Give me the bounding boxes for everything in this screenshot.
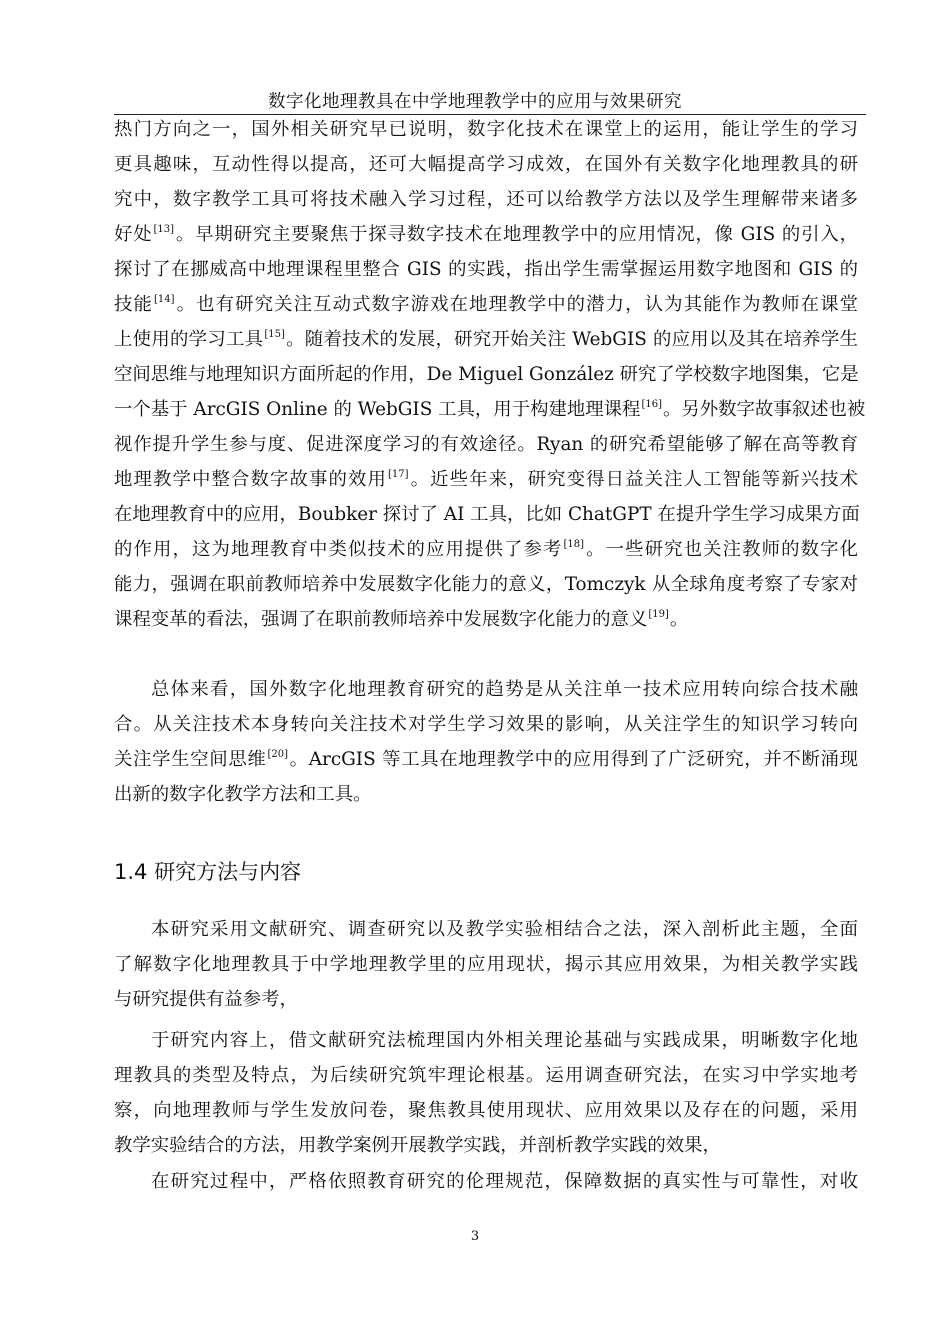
paragraph-line: 热门方向之一，国外相关研究早已说明，数字化技术在课堂上的运用，能让学生的学习 [114,119,858,140]
citation-marker: [19] [648,609,669,620]
paragraph-line: 本研究采用文献研究、调查研究以及教学实验相结合之法，深入剖析此主题，全面 [151,919,858,940]
paragraph-line: 出新的数字化教学方法和工具。 [114,784,372,805]
paragraph-line: 空间思维与地理知识方面所起的作用，De Miguel González 研究了学校数字地图集，它是 [114,364,859,385]
paragraph-line: 理教具的类型及特点，为后续研究筑牢理论根基。运用调查研究法，在实习中学实地考 [114,1065,858,1086]
citation-marker: [20] [267,749,289,760]
citation-marker: [15] [264,329,285,340]
citation-marker: [14] [154,294,175,305]
paragraph-line: 课程变革的看法，强调了在职前教师培养中发展数字化能力的意义[19]。 [114,609,689,630]
paragraph-line: 关注学生空间思维[20]。ArcGIS 等工具在地理教学中的应用得到了广泛研究，并不断涌现 [114,749,858,770]
paragraph-line: 技能[14]。也有研究关注互动式数字游戏在地理教学中的潜力，认为其能作为教师在课堂 [114,294,858,315]
paragraph-line: 的作用，这为地理教育中类似技术的应用提供了参考[18]。一些研究也关注教师的数字化 [114,539,858,560]
paragraph-line: 地理教学中整合数字故事的效用[17]。近些年来，研究变得日益关注人工智能等新兴技术 [114,469,858,490]
paragraph-line: 究中，数字教学工具可将技术融入学习过程，还可以给教学方法以及学生理解带来诸多 [114,189,858,210]
paragraph-line: 总体来看，国外数字化地理教育研究的趋势是从关注单一技术应用转向综合技术融 [151,679,858,700]
paragraph-line: 合。从关注技术本身转向关注技术对学生学习效果的影响，从关注学生的知识学习转向 [114,714,858,735]
paragraph-line: 于研究内容上，借文献研究法梳理国内外相关理论基础与实践成果，明晰数字化地 [151,1030,858,1051]
paragraph-line: 与研究提供有益参考， [114,989,298,1010]
page-number: 3 [470,1229,480,1244]
paragraph-line: 好处[13]。早期研究主要聚焦于探寻数字技术在地理教学中的应用情况，像 GIS 的引入， [114,224,858,245]
running-header-title: 数字化地理教具在中学地理教学中的应用与效果研究 [268,92,682,112]
citation-marker: [18] [563,539,584,550]
citation-marker: [13] [153,224,175,235]
paragraph-line: 了解数字化地理教具于中学地理教学里的应用现状，揭示其应用效果，为相关教学实践 [114,954,858,975]
paragraph-line: 教学实验结合的方法，用教学案例开展教学实践，并剖析教学实践的效果， [114,1135,721,1156]
paragraph-line: 视作提升学生参与度、促进深度学习的有效途径。Ryan 的研究希望能够了解在高等教育 [114,434,858,455]
paragraph-line: 在研究过程中，严格依照教育研究的伦理规范，保障数据的真实性与可靠性，对收 [151,1171,858,1192]
paragraph-line: 在地理教育中的应用，Boubker 探讨了 AI 工具，比如 ChatGPT 在提升学生学习成果方面 [114,504,860,525]
paragraph-line: 探讨了在挪威高中地理课程里整合 GIS 的实践，指出学生需掌握运用数字地图和 GIS 的 [114,259,858,280]
citation-marker: [16] [641,399,662,410]
header-divider [114,114,866,115]
paragraph-line: 察，向地理教师与学生发放问卷，聚焦教具使用现状、应用效果以及存在的问题，采用 [114,1100,858,1121]
paragraph-line: 能力，强调在职前教师培养中发展数字化能力的意义，Tomczyk 从全球角度考察了专家对 [114,574,858,595]
paragraph-line: 一个基于 ArcGIS Online 的 WebGIS 工具，用于构建地理课程[16]。另外数字故事叙述也被 [114,399,866,420]
paragraph-line: 更具趣味，互动性得以提高，还可大幅提高学习成效，在国外有关数字化地理教具的研 [114,154,858,175]
section-heading: 1.4 研究方法与内容 [114,860,302,884]
paragraph-line: 上使用的学习工具[15]。随着技术的发展，研究开始关注 WebGIS 的应用以及其在培养学生 [114,329,858,350]
citation-marker: [17] [387,469,409,480]
